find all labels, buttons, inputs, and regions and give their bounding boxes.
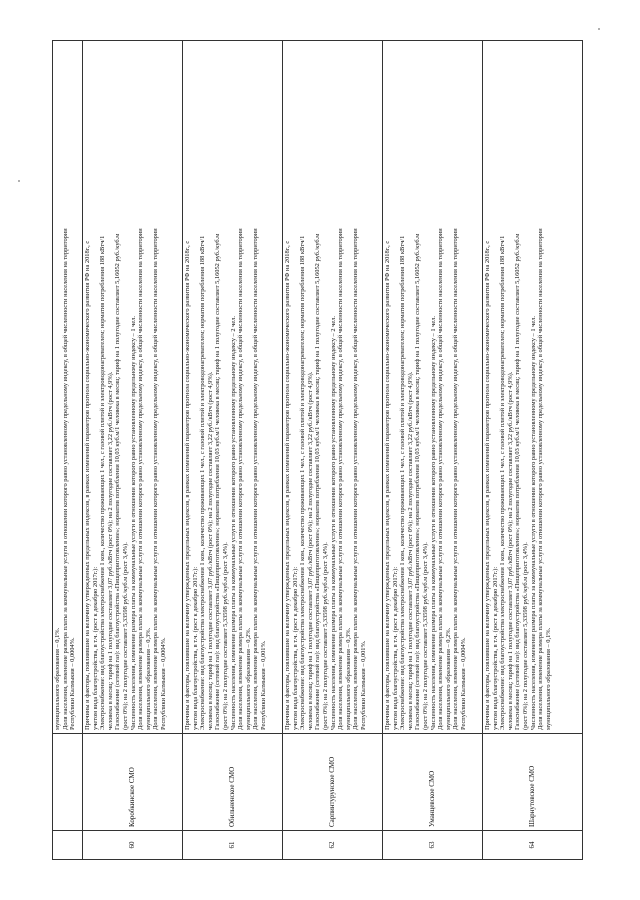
index-description (383, 41, 483, 734)
row-number: 60 (83, 831, 183, 860)
description-line: Газоснабжение (сетевой газ): вид благоустройства «Пищеприготовление»; норматив потребления 10,03 куб.м/1 человека в месяц; тариф на 1 полугодие составляет 5,16052 руб./куб.м (214, 233, 222, 730)
description-line: муниципального образования – 0,2%. (444, 627, 452, 730)
description-line: Доля населения, изменение размера платы за коммунальные услуги в отношении которого равно установленному предельному индексу, в общей численности населения на территории (352, 228, 360, 730)
description-line: Газоснабжение (сетевой газ): вид благоустройства «Пищеприготовление»; норматив потребления 10,03 куб.м/1 человека в месяц; тариф на 1 полугодие составляет 5,16052 руб./куб.м (314, 233, 322, 730)
municipality-name: Обильненское СМО (183, 734, 283, 831)
description-line: (рост 0%); на 2 полугодие составляет 5,33598 руб./куб.м (рост 3,4%). (421, 542, 429, 730)
description-line: учетом вида благоустройства, в т.ч. (рост к декабрю 2017г.): (391, 566, 399, 730)
description-line: Доля населения, изменение размера платы за коммунальные услуги в отношении которого равно установленному предельному индексу, в общей численности населения на территории (152, 228, 160, 730)
description-line: Доля населения, изменение размера платы за коммунальные услуги в отношении которого равно установленному предельному индексу, в общей численности населения на территории (237, 228, 245, 730)
description-line: муниципального образования – 0,2%. (244, 627, 252, 730)
description-line: человека в месяц; тариф на 1 полугодие составляет 3,07 руб./кВтч (рост 0%); на 2 полугодие составляет 3,22 руб./кВтч (рост 4,9%). (206, 371, 214, 730)
index-description (183, 41, 283, 734)
table-row (183, 41, 283, 860)
description-line: Численность населения, изменение размера платы за коммунальные услуги в отношении которого равно установленному предельному индексу – 1 чел. (129, 316, 137, 730)
table-body (53, 41, 583, 860)
description-line: муниципального образования – 0,1%. (54, 627, 61, 730)
row-number: 64 (483, 831, 583, 860)
scan-speck (598, 28, 600, 30)
description-line: Электроснабжение: вид благоустройства электроснабжения 1 ком., количество проживающих 1 чел., с газовой плитой и электроводонагревателем; норматив потребления 188 кВтч/1 (499, 235, 507, 730)
description-line: Доля населения, изменение размера платы за коммунальные услуги в отношении которого равно установленному предельному индексу, в общей численности населения на территории (337, 228, 345, 730)
description-line: Республики Калмыкия – 0,001%. (259, 640, 267, 730)
description-line: человека в месяц; тариф на 1 полугодие составляет 3,07 руб./кВтч (рост 0%); на 2 полугодие составляет 3,22 руб./кВтч (рост 4,9%). (406, 371, 414, 730)
municipality-name: Коробкинское СМО (83, 734, 183, 831)
description-line: Причины и факторы, повлиявшие на величину утвержденных предельных индексов, в рамках изменений параметров прогноза социально-экономического развития РФ на 2018г., с (284, 240, 291, 730)
description-line: Причины и факторы, повлиявшие на величину утвержденных предельных индексов, в рамках изменений параметров прогноза социально-экономического развития РФ на 2018г., с (184, 240, 191, 730)
description-line: (рост 0%); на 2 полугодие составляет 5,33598 руб./куб.м (рост 3,4%). (521, 542, 529, 730)
description-line: (рост 0%); на 2 полугодие составляет 5,33598 руб./куб.м (рост 3,4%). (221, 542, 229, 730)
index-description (283, 41, 383, 734)
description-line: Доля населения, изменение размера платы за коммунальные услуги в отношении которого равно установленному предельному индексу, в общей численности населения на территории (537, 228, 545, 730)
description-line: Доля населения, изменение размера платы за коммунальные услуги в отношении которого равно установленному предельному индексу, в общей численности населения на территории (437, 228, 445, 730)
municipality-name (53, 734, 83, 831)
description-line: Причины и факторы, повлиявшие на величину утвержденных предельных индексов, в рамках изменений параметров прогноза социально-экономического развития РФ на 2018г., с (84, 240, 91, 730)
description-line: Причины и факторы, повлиявшие на величину утвержденных предельных индексов, в рамках изменений параметров прогноза социально-экономического развития РФ на 2018г., с (384, 240, 391, 730)
description-line: Численность населения, изменение размера платы за коммунальные услуги в отношении которого равно установленному предельному индексу – 2 чел. (229, 316, 237, 730)
row-number: 63 (383, 831, 483, 860)
description-line: учетом вида благоустройства, в т.ч. (рост к декабрю 2017г.): (491, 566, 499, 730)
table-row (53, 41, 83, 860)
row-number: 62 (283, 831, 383, 860)
table-row (383, 41, 483, 860)
table-row (483, 41, 583, 860)
description-line: Газоснабжение (сетевой газ): вид благоустройства «Пищеприготовление»; норматив потребления 10,03 куб.м/1 человека в месяц; тариф на 1 полугодие составляет 5,16052 руб./куб.м (114, 233, 122, 730)
description-line: Газоснабжение (сетевой газ): вид благоустройства «Пищеприготовление»; норматив потребления 10,03 куб.м/1 человека в месяц; тариф на 1 полугодие составляет 5,16052 руб./куб.м (414, 233, 422, 730)
description-line: Электроснабжение: вид благоустройства электроснабжения 1 ком., количество проживающих 1 чел., с газовой плитой и электроводонагревателем; норматив потребления 188 кВтч/1 (299, 235, 307, 730)
municipality-name: Сарпинтурунское СМО (283, 734, 383, 831)
index-description (53, 41, 83, 734)
description-line: учетом вида благоустройства, в т.ч. (рост к декабрю 2017г.): (291, 566, 299, 730)
description-line: Численность населения, изменение размера платы за коммунальные услуги в отношении которого равно установленному предельному индексу – 2 чел. (329, 316, 337, 730)
description-line: муниципального образования – 0,3%. (344, 627, 352, 730)
description-line: Республики Калмыкия – 0,0004%. (69, 637, 77, 730)
description-line: человека в месяц; тариф на 1 полугодие составляет 3,07 руб./кВтч (рост 0%); на 2 полугодие составляет 3,22 руб./кВтч (рост 4,9%). (106, 371, 114, 730)
description-line: Республики Калмыкия – 0,0004%. (459, 637, 467, 730)
description-line: Доля населения, изменение размера платы за коммунальные услуги в отношении которого равно установленному предельному индексу, в общей численности населения на территории (137, 228, 145, 730)
description-line: человека в месяц; тариф на 1 полугодие составляет 3,07 руб./кВтч (рост 0%); на 2 полугодие составляет 3,22 руб./кВтч (рост 4,9%). (506, 371, 514, 730)
description-line: (рост 0%); на 2 полугодие составляет 5,33598 руб./куб.м (рост 3,4%). (321, 542, 329, 730)
rotated-table-container (52, 40, 582, 860)
description-line: Республики Калмыкия – 0,001%. (359, 640, 367, 730)
description-line: муниципального образования – 0,1%. (544, 627, 552, 730)
description-line: Доля населения, изменение размера платы за коммунальные услуги в отношении которого равно установленному предельному индексу, в общей численности населения на территории (252, 228, 260, 730)
description-line: Доля населения, изменение размера платы за коммунальные услуги в отношении которого равно установленному предельному индексу, в общей численности населения на территории (452, 228, 460, 730)
table-row (83, 41, 183, 860)
description-line: учетом вида благоустройства, в т.ч. (рост к декабрю 2017г.): (91, 566, 99, 730)
description-line: Электроснабжение: вид благоустройства электроснабжения 1 ком., количество проживающих 1 чел., с газовой плитой и электроводонагревателем; норматив потребления 188 кВтч/1 (199, 235, 207, 730)
description-line: учетом вида благоустройства, в т.ч. (рост к декабрю 2017г.): (191, 566, 199, 730)
description-line: муниципального образования – 0,3%. (144, 627, 152, 730)
description-line: Численность населения, изменение размера платы за коммунальные услуги в отношении которого равно установленному предельному индексу – 1 чел. (429, 316, 437, 730)
description-line: человека в месяц; тариф на 1 полугодие составляет 3,07 руб./кВтч (рост 0%); на 2 полугодие составляет 3,22 руб./кВтч (рост 4,9%). (306, 371, 314, 730)
row-number (53, 831, 83, 860)
municipality-name: Уманцевское СМО (383, 734, 483, 831)
description-line: Электроснабжение: вид благоустройства электроснабжения 1 ком., количество проживающих 1 чел., с газовой плитой и электроводонагревателем; норматив потребления 188 кВтч/1 (99, 235, 107, 730)
description-line: Республики Калмыкия – 0,0004%. (159, 637, 167, 730)
description-line: Электроснабжение: вид благоустройства электроснабжения 1 ком., количество проживающих 1 чел., с газовой плитой и электроводонагревателем; норматив потребления 188 кВтч/1 (399, 235, 407, 730)
row-number: 61 (183, 831, 283, 860)
description-line: Доля населения, изменение размера платы за коммунальные услуги в отношении которого равно установленному предельному индексу, в общей численности населения на территории (61, 228, 69, 730)
table-row (283, 41, 383, 860)
municipality-name: Шарнутовское СМО (483, 734, 583, 831)
description-line: (рост 0%); на 2 полугодие составляет 5,33598 руб./куб.м (рост 3,4%). (121, 542, 129, 730)
index-description (83, 41, 183, 734)
index-description (483, 41, 583, 734)
description-line: Численность населения, изменение размера платы за коммунальные услуги в отношении которого равно установленному предельному индексу – 1 чел. (529, 316, 537, 730)
description-line: Причины и факторы, повлиявшие на величину утвержденных предельных индексов, в рамках изменений параметров прогноза социально-экономического развития РФ на 2018г., с (484, 240, 491, 730)
scan-speck (18, 180, 20, 182)
tariff-index-table (52, 40, 583, 860)
description-line: Газоснабжение (сетевой газ): вид благоустройства «Пищеприготовление»; норматив потребления 10,03 куб.м/1 человека в месяц; тариф на 1 полугодие составляет 5,16052 руб./куб.м (514, 233, 522, 730)
